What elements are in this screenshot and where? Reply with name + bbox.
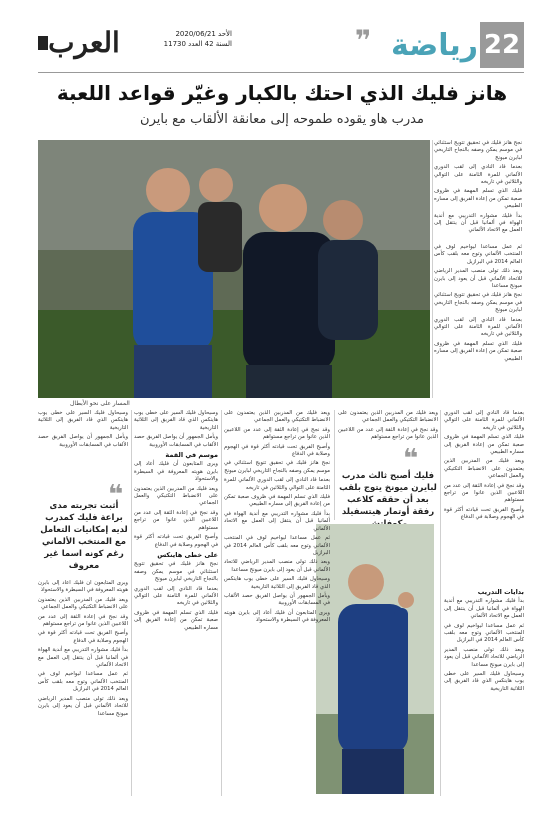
paragraph: ويرى المتابعون أن فليك أعاد إلى بايرن هويته المعروفة في السيطرة والاستحواذ xyxy=(38,580,128,594)
dateline xyxy=(132,29,232,49)
paragraph: ثم عمل مساعدا ليواخيم لوف في المنتخب الألماني وتوج معه بلقب كأس العالم 2014 في البرازيل xyxy=(444,622,524,644)
paragraph: وسيحاول فليك السير على خطى يوب هاينكس الذي قاد الفريق إلى الثلاثية التاريخية xyxy=(444,671,524,692)
paragraph: بدأ فليك مشواره التدريبي مع أندية الهواة في ألمانيا قبل أن ينتقل إلى العمل مع الاتحاد الألماني xyxy=(444,598,524,620)
column-lower-mid-top xyxy=(338,410,438,460)
paragraph: وبعد ذلك تولى منصب المدير الرياضي للاتحاد الألماني قبل أن يعود إلى بايرن ميونخ مساعدا xyxy=(224,559,330,573)
paragraph: نجح هانز فليك في تحقيق تتويج استثنائي في موسم يمكن وصفه بالنجاح التاريخي لبايرن ميونخ xyxy=(224,460,330,474)
paragraph: بدأ فليك مشواره التدريبي مع أندية الهواة في ألمانيا قبل أن ينتقل إلى العمل مع الاتحاد الألماني xyxy=(38,647,128,669)
paragraph: وقد نجح في إعادة الثقة إلى عدد من اللاعبين الذين عانوا من تراجع مستواهم xyxy=(224,426,330,441)
paragraph: بدأ فليك مشواره التدريبي مع أندية الهواة في ألمانيا قبل أن ينتقل إلى العمل مع الاتحاد الألماني xyxy=(434,212,522,234)
paragraph: وقد نجح في إعادة الثقة إلى عدد من اللاعبين الذين عانوا من تراجع مستواهم xyxy=(338,426,438,441)
main-photo xyxy=(38,140,430,398)
quote-icon: ❝ xyxy=(403,444,419,474)
paragraph: ثم عمل مساعدا ليواخيم لوف في المنتخب الألماني وتوج معه بلقب كأس العالم 2014 في البرازيل xyxy=(38,671,128,693)
newspaper-logo: العرب xyxy=(48,26,120,59)
paragraph: ويأمل الجمهور أن يواصل الفريق حصد الألقاب في المسابقات الأوروبية xyxy=(38,434,128,448)
main-photo-illustration xyxy=(38,140,430,398)
paragraph: فليك الذي تسلم المهمة في ظروف صعبة تمكن من إعادة الفريق إلى مساره الطبيعي xyxy=(444,434,524,456)
paragraph: وبعد ذلك تولى منصب المدير الرياضي للاتحاد الألماني قبل أن يعود إلى بايرن ميونخ مساعدا xyxy=(434,268,522,290)
paragraph: وسيحاول فليك السير على خطى يوب هاينكس الذي قاد الفريق إلى الثلاثية التاريخية xyxy=(224,576,330,590)
section-title: رياضة xyxy=(391,28,478,63)
paragraph: بعدما قاد النادي إلى لقب الدوري الألماني للمرة الثامنة على التوالي والثلاثين في تاريخه xyxy=(434,316,522,338)
paragraph: فليك الذي تسلم المهمة في ظروف صعبة تمكن من إعادة الفريق إلى مساره الطبيعي xyxy=(224,494,330,508)
paragraph: وسيحاول فليك السير على خطى يوب هاينكس الذي قاد الفريق إلى الثلاثية التاريخية xyxy=(134,410,218,431)
paragraph: ويعد فليك من المدربين الذين يعتمدون على الانضباط التكتيكي والعمل الجماعي xyxy=(38,596,128,611)
paragraph: بعدما قاد النادي إلى لقب الدوري الألماني للمرة الثامنة على التوالي والثلاثين في تاريخه xyxy=(444,410,524,431)
column-divider xyxy=(131,410,132,796)
paragraph: بعدما قاد النادي إلى لقب الدوري الألماني للمرة الثامنة على التوالي والثلاثين في تاريخه xyxy=(434,164,522,186)
subhead-training: بدايات التدريب xyxy=(477,588,524,596)
paragraph: فليك الذي تسلم المهمة في ظروف صعبة تمكن من إعادة الفريق إلى مساره الطبيعي xyxy=(434,340,522,362)
column-lower-left xyxy=(38,580,128,796)
page-number-badge: 22 xyxy=(480,22,524,68)
column-lower-left-mid xyxy=(134,410,218,796)
date-line: الأحد 2020/06/21 xyxy=(175,30,232,38)
subhead-season: موسم في القمة xyxy=(165,451,218,460)
column-lower-mid xyxy=(224,410,330,796)
logo-mark-icon xyxy=(38,36,48,50)
paragraph: وبعد ذلك تولى منصب المدير الرياضي للاتحاد الألماني قبل أن يعود إلى بايرن ميونخ مساعدا xyxy=(38,695,128,717)
paragraph: وقد نجح في إعادة الثقة إلى عدد من اللاعبين الذين عانوا من تراجع مستواهم xyxy=(134,509,218,531)
column-lower-right-2 xyxy=(444,586,524,796)
column-right-mid xyxy=(434,244,522,394)
paragraph: ويعد فليك من المدربين الذين يعتمدون على الانضباط التكتيكي والعمل الجماعي xyxy=(134,485,218,507)
issue-line: السنة 42 العدد 11730 xyxy=(163,40,232,48)
coach-photo-illustration xyxy=(316,524,434,794)
paragraph: ويعد فليك من المدربين الذين يعتمدون على الانضباط التكتيكي والعمل الجماعي xyxy=(444,458,524,480)
article-headline: هانز فليك الذي احتك بالكبار وغيّر قواعد اللعبة xyxy=(56,81,508,105)
paragraph: وسيحاول فليك السير على خطى يوب هاينكس الذي قاد الفريق إلى الثلاثية التاريخية xyxy=(38,410,128,431)
paragraph: ثم عمل مساعدا ليواخيم لوف في المنتخب الألماني وتوج معه بلقب كأس العالم 2014 في البرازيل xyxy=(434,244,522,265)
paragraph: ويعد فليك من المدربين الذين يعتمدون على الانضباط التكتيكي والعمل الجماعي xyxy=(224,410,330,424)
paragraph: وأصبح الفريق تحت قيادته أكثر قوة في الهجوم وصلابة في الدفاع xyxy=(444,506,524,521)
paragraph: نجح هانز فليك في تحقيق تتويج استثنائي في موسم يمكن وصفه بالنجاح التاريخي لبايرن ميونخ xyxy=(134,561,218,583)
paragraph: وبعد ذلك تولى منصب المدير الرياضي للاتحاد الألماني قبل أن يعود إلى بايرن ميونخ مساعدا xyxy=(444,646,524,668)
paragraph: فليك الذي تسلم المهمة في ظروف صعبة تمكن من إعادة الفريق إلى مساره الطبيعي xyxy=(134,609,218,631)
pull-quote-2: أثبت تجربته مدى براعة فليك كمدرب لديه إمكانيات التعامل مع المنتخب الألماني رغم كونه اسما غير معروف xyxy=(40,501,128,571)
paragraph: وأصبح الفريق تحت قيادته أكثر قوة في الهجوم وصلابة في الدفاع xyxy=(224,443,330,458)
paragraph: ثم عمل مساعدا ليواخيم لوف في المنتخب الألماني وتوج معه بلقب كأس العالم 2014 في البرازيل xyxy=(224,535,330,556)
paragraph: بعدما قاد النادي إلى لقب الدوري الألماني للمرة الثامنة على التوالي والثلاثين في تاريخه xyxy=(134,585,218,607)
header-divider xyxy=(38,72,524,73)
article-subheadline: مدرب هاو يقوده طموحه إلى معانقة الألقاب مع بايرن xyxy=(140,112,424,127)
column-lower-left-top xyxy=(38,410,128,480)
column-right-top xyxy=(434,140,522,240)
paragraph: وأصبح الفريق تحت قيادته أكثر قوة في الهجوم وصلابة في الدفاع xyxy=(38,630,128,644)
paragraph: نجح هانز فليك في تحقيق تتويج استثنائي في موسم يمكن وصفه بالنجاح التاريخي لبايرن ميونخ xyxy=(434,292,522,314)
column-lower-right xyxy=(444,410,524,580)
paragraph: وقد نجح في إعادة الثقة إلى عدد من اللاعبين الذين عانوا من تراجع مستواهم xyxy=(444,482,524,504)
quote-icon: ❞ xyxy=(355,24,372,57)
column-divider xyxy=(221,410,222,796)
subhead-heynckes: على خطى هاينكس xyxy=(157,550,218,559)
paragraph: وأصبح الفريق تحت قيادته أكثر قوة في الهجوم وصلابة في الدفاع xyxy=(134,534,218,548)
coach-photo xyxy=(316,524,434,794)
column-divider xyxy=(334,410,335,520)
paragraph: بدأ فليك مشواره التدريبي مع أندية الهواة في ألمانيا قبل أن ينتقل إلى العمل مع الاتحاد الألماني xyxy=(224,510,330,532)
photo-caption: المسار على نحو الأبطال xyxy=(70,400,130,407)
column-divider xyxy=(432,140,433,398)
paragraph: ويأمل الجمهور أن يواصل الفريق حصد الألقاب في المسابقات الأوروبية xyxy=(224,592,330,607)
pull-quote-1: فليك أصبح ثالث مدرب لبايرن ميونخ يتوج بلقب بعد أن حققه كلاعب رفقة أوتمار هيتسفيلد xyxy=(339,471,437,517)
paragraph: وقد نجح في إعادة الثقة إلى عدد من اللاعبين الذين عانوا من تراجع مستواهم xyxy=(38,613,128,628)
column-divider xyxy=(440,410,441,796)
quote-icon: ❝ xyxy=(108,480,124,510)
paragraph: بعدما قاد النادي إلى لقب الدوري الألماني للمرة الثامنة على التوالي والثلاثين في تاريخه xyxy=(224,477,330,491)
paragraph: ويأمل الجمهور أن يواصل الفريق حصد الألقاب في المسابقات الأوروبية xyxy=(134,434,218,448)
paragraph: فليك الذي تسلم المهمة في ظروف صعبة تمكن من إعادة الفريق إلى مساره الطبيعي xyxy=(434,188,522,210)
paragraph: ويرى المتابعون أن فليك أعاد إلى بايرن هويته المعروفة في السيطرة والاستحواذ xyxy=(224,609,330,624)
paragraph: ويرى المتابعون أن فليك أعاد إلى بايرن هويته المعروفة في السيطرة والاستحواذ xyxy=(134,461,218,483)
paragraph: نجح هانز فليك في تحقيق تتويج استثنائي في موسم يمكن وصفه بالنجاح التاريخي لبايرن ميونخ xyxy=(434,140,522,161)
paragraph: ويعد فليك من المدربين الذين يعتمدون على الانضباط التكتيكي والعمل الجماعي xyxy=(338,410,438,424)
